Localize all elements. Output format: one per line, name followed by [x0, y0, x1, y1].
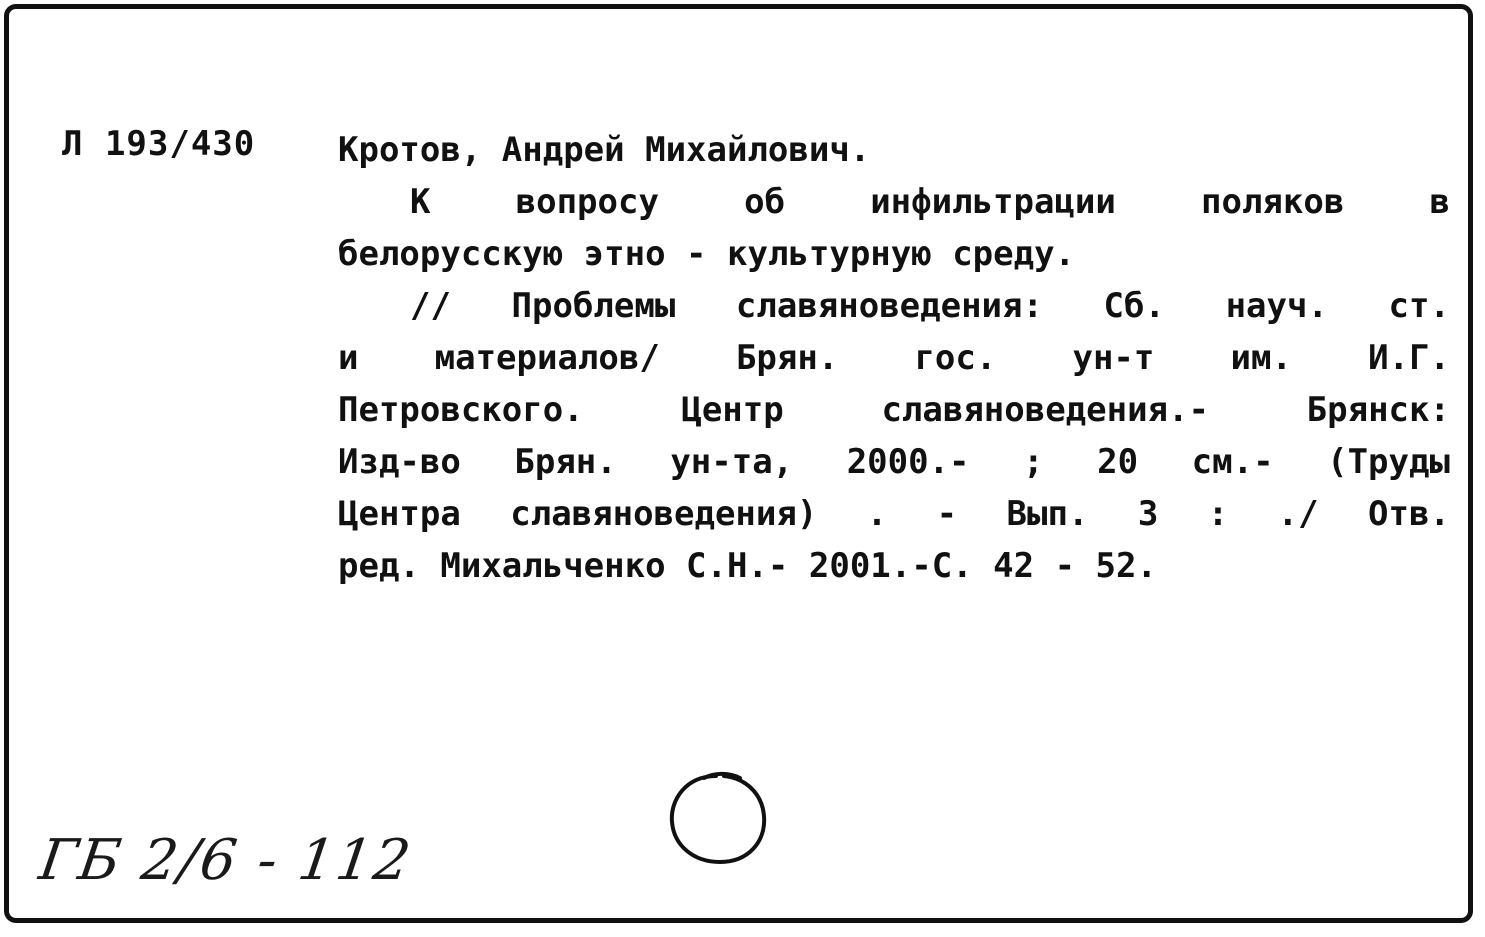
entry-word: С.Н.- — [686, 546, 789, 586]
entry-word: И.Г. — [1368, 338, 1450, 378]
entry-line — [338, 540, 1450, 592]
entry-word: Брян. — [735, 338, 839, 378]
entry-word: ред. — [338, 546, 420, 586]
entry-word: науч. — [1225, 286, 1328, 326]
entry-word: об — [744, 182, 786, 222]
entry-line — [338, 332, 1450, 384]
entry-word: // — [410, 286, 451, 326]
entry-word: Брян. — [514, 442, 617, 482]
entry-word: Сб. — [1103, 286, 1165, 326]
entry-word: поляков — [1201, 182, 1345, 222]
entry-word: К — [410, 182, 431, 222]
entry-word: 20 — [1097, 442, 1139, 482]
entry-word: ун-т — [1072, 338, 1155, 378]
entry-word: 2001.-С. — [808, 546, 973, 586]
entry-word: ст. — [1388, 286, 1450, 326]
entry-word: (Труды — [1327, 442, 1450, 482]
entry-word: инфильтрации — [870, 182, 1116, 222]
entry-word: 3 — [1137, 494, 1159, 534]
call-number: Л 193/430 — [62, 124, 256, 164]
entry-line — [338, 124, 1450, 176]
entry-word: Петровского. — [338, 390, 584, 430]
entry-word: им. — [1230, 338, 1292, 378]
entry-word: Брянск: — [1306, 390, 1450, 430]
entry-word: . — [866, 494, 888, 534]
entry-line — [338, 228, 1450, 280]
entry-word: в — [1429, 182, 1450, 222]
entry-line — [338, 280, 1450, 332]
entry-word: Вып. — [1006, 494, 1089, 534]
entry-word: - — [936, 494, 958, 534]
entry-line — [338, 384, 1450, 436]
entry-word: гос. — [914, 338, 997, 378]
entry-word: культурную — [727, 234, 932, 274]
entry-word: - — [1054, 546, 1076, 586]
entry-word: славяноведения) — [510, 494, 818, 534]
entry-word: Проблемы — [511, 286, 676, 326]
entry-word: этно — [583, 234, 666, 274]
entry-word: славяноведения: — [735, 286, 1043, 326]
entry-word: материалов/ — [434, 338, 660, 378]
entry-word: Андрей — [501, 130, 625, 170]
entry-word: Отв. — [1368, 494, 1450, 534]
bibliographic-entry — [338, 124, 1450, 592]
entry-word: славяноведения.- — [881, 390, 1209, 430]
entry-word: и — [338, 338, 359, 378]
entry-word: Центр — [681, 390, 784, 430]
entry-word: - — [686, 234, 707, 274]
entry-word: Кротов, — [338, 130, 482, 170]
entry-word: ун-та, — [670, 442, 794, 482]
handwritten-shelf-mark: ГБ 2/6 - 112 — [35, 828, 417, 893]
entry-word: ./ — [1277, 494, 1319, 534]
entry-line — [338, 488, 1450, 540]
entry-word: белорусскую — [338, 234, 564, 274]
entry-word: Михайлович. — [645, 130, 871, 170]
hole-punch-circle — [664, 770, 772, 868]
entry-word: вопросу — [515, 182, 659, 222]
entry-word: 2000.- — [846, 442, 970, 482]
entry-line — [338, 176, 1450, 228]
entry-word: 52. — [1095, 546, 1157, 586]
entry-word: 42 — [993, 546, 1035, 586]
entry-word: Михальченко — [440, 546, 666, 586]
entry-line — [338, 436, 1450, 488]
entry-word: Изд-во — [338, 442, 461, 482]
entry-word: см.- — [1191, 442, 1274, 482]
entry-word: Центра — [338, 494, 461, 534]
entry-word: : — [1207, 494, 1229, 534]
entry-word: ; — [1023, 442, 1044, 482]
entry-word: среду. — [952, 234, 1076, 274]
